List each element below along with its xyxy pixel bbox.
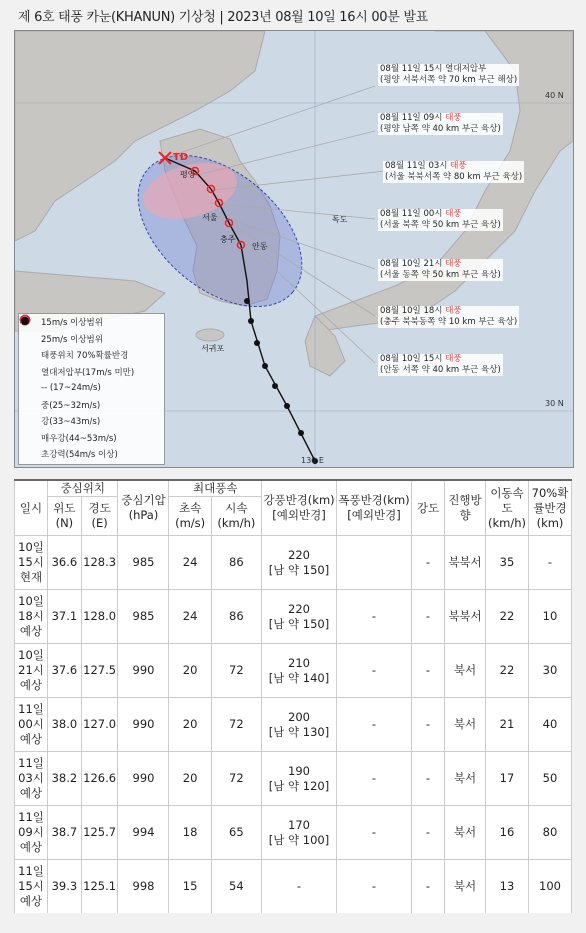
cell-lat: 37.6: [48, 644, 82, 698]
cell-pressure: 985: [118, 590, 169, 644]
cell-lat: 38.0: [48, 698, 82, 752]
wind25-range-icon: [23, 332, 37, 346]
header-speed: 이동속도(km/h): [486, 480, 529, 536]
cell-speed: 21: [486, 698, 529, 752]
cell-lon: 125.7: [81, 806, 118, 860]
strong-typhoon-icon: [23, 414, 37, 428]
header-pressure: 중심기압(hPa): [118, 480, 169, 536]
cell-ms: 24: [169, 536, 211, 590]
cell-prob: 80: [529, 806, 572, 860]
cell-kmh: 65: [211, 806, 261, 860]
super-strong-typhoon-icon: [23, 447, 37, 461]
gale-exception: [남 약 100]: [268, 832, 330, 847]
cell-intensity: -: [412, 806, 445, 860]
cell-gale: [262, 752, 337, 806]
header-center: 중심위치: [48, 480, 118, 497]
gale-exception: [남 약 120]: [268, 778, 330, 793]
cell-prob: 100: [529, 860, 572, 914]
pyongyang-label: 평양: [180, 170, 196, 179]
cell-lon: 125.1: [81, 860, 118, 914]
cell-gale: [262, 590, 337, 644]
cell-lon: 127.5: [81, 644, 118, 698]
annotation-0: 08월 11일 15시 열대저압부 (평양 서북서쪽 약 70 km 부근 해상): [380, 64, 518, 85]
cell-lat: 38.2: [48, 752, 82, 806]
medium-typhoon-icon: [23, 398, 37, 412]
seogwipo-label: 서귀포: [201, 344, 225, 353]
cell-storm: -: [337, 806, 412, 860]
cell-lon: 127.0: [81, 698, 118, 752]
cell-time: 11일09시예상: [15, 806, 48, 860]
cell-lat: 38.7: [48, 806, 82, 860]
very-strong-typhoon-icon: [23, 431, 37, 445]
gale-value: 220: [288, 547, 310, 562]
weak-typhoon-icon: [23, 381, 37, 395]
cell-direction: 북서: [445, 860, 486, 914]
cell-gale: [262, 698, 337, 752]
cell-storm: -: [337, 860, 412, 914]
cell-ms: 15: [169, 860, 211, 914]
gale-value: 190: [288, 763, 310, 778]
cell-ms: 18: [169, 806, 211, 860]
seoul-label: 서울: [202, 213, 218, 222]
lon130-label: 130 E: [301, 456, 324, 465]
cell-time: 10일21시예상: [15, 644, 48, 698]
cell-kmh: 86: [211, 590, 261, 644]
cell-gale: [262, 536, 337, 590]
cell-storm: -: [337, 644, 412, 698]
cell-storm: -: [337, 752, 412, 806]
cell-speed: 16: [486, 806, 529, 860]
gale-value: 170: [288, 817, 310, 832]
cell-speed: 17: [486, 752, 529, 806]
cell-direction: 북서: [445, 644, 486, 698]
annotation-5: 08월 10일 18시 태풍 (충주 북북동쪽 약 10 km 부근 육상): [380, 306, 518, 327]
gale-exception: [남 약 130]: [268, 724, 330, 739]
cell-time: 10일15시현재: [15, 536, 48, 590]
cell-prob: 30: [529, 644, 572, 698]
cell-pressure: 990: [118, 752, 169, 806]
gale-value: -: [296, 879, 302, 893]
cell-gale: [262, 806, 337, 860]
gale-exception: [남 약 150]: [268, 616, 330, 631]
gale-value: 220: [288, 601, 310, 616]
cell-kmh: 86: [211, 536, 261, 590]
annotation-3: 08월 11일 00시 태풍 (서울 북쪽 약 50 km 부근 육상): [380, 209, 501, 230]
cell-ms: 20: [169, 752, 211, 806]
cell-speed: 13: [486, 860, 529, 914]
cell-direction: 북서: [445, 698, 486, 752]
header-maxwind: 최대풍속: [169, 480, 262, 497]
header-ms: 초속(m/s): [169, 497, 211, 536]
cell-intensity: -: [412, 644, 445, 698]
header-lon: 경도(E): [81, 497, 118, 536]
cell-time: 10일18시예상: [15, 590, 48, 644]
cell-lat: 37.1: [48, 590, 82, 644]
cell-intensity: -: [412, 698, 445, 752]
lat40-label: 40 N: [545, 91, 564, 100]
cell-lon: 126.6: [81, 752, 118, 806]
header-lat: 위도(N): [48, 497, 82, 536]
cell-ms: 20: [169, 644, 211, 698]
cell-pressure: 998: [118, 860, 169, 914]
cell-ms: 24: [169, 590, 211, 644]
cell-speed: 35: [486, 536, 529, 590]
cell-kmh: 54: [211, 860, 261, 914]
cell-kmh: 72: [211, 698, 261, 752]
annotation-1: 08월 11일 09시 태풍 (평양 남쪽 약 40 km 부근 육상): [380, 113, 501, 134]
table-row: [15, 860, 572, 914]
cell-intensity: -: [412, 590, 445, 644]
header-intensity: 강도: [412, 480, 445, 536]
table-row: [15, 806, 572, 860]
cell-pressure: 985: [118, 536, 169, 590]
table-row: [15, 698, 572, 752]
cell-direction: 북북서: [445, 590, 486, 644]
jeju-island: [196, 329, 224, 341]
tropical-depression-icon: [23, 365, 37, 379]
cell-prob: 50: [529, 752, 572, 806]
typhoon-track-map[interactable]: [14, 30, 574, 468]
forecast-table: [14, 479, 572, 913]
header-prob: 70%확률반경(km): [529, 480, 572, 536]
cell-storm: -: [337, 590, 412, 644]
td-label: TD: [173, 152, 189, 163]
gale-exception: [남 약 140]: [268, 670, 330, 685]
header-gale: 강풍반경(km)[예외반경]: [262, 480, 337, 536]
cell-prob: 10: [529, 590, 572, 644]
dokdo-label: 독도: [332, 215, 348, 224]
cell-lat: 39.3: [48, 860, 82, 914]
cell-time: 11일03시예상: [15, 752, 48, 806]
cell-intensity: -: [412, 536, 445, 590]
cell-direction: 북서: [445, 752, 486, 806]
header-storm: 폭풍반경(km)[예외반경]: [337, 480, 412, 536]
cell-pressure: 994: [118, 806, 169, 860]
cell-direction: 북북서: [445, 536, 486, 590]
cell-intensity: -: [412, 752, 445, 806]
cell-pressure: 990: [118, 644, 169, 698]
cell-prob: 40: [529, 698, 572, 752]
gale-value: 200: [288, 709, 310, 724]
table-row: [15, 590, 572, 644]
cell-prob: -: [529, 536, 572, 590]
cell-time: 11일15시예상: [15, 860, 48, 914]
cell-time: 11일00시예상: [15, 698, 48, 752]
annotation-4: 08월 10일 21시 태풍 (서울 동쪽 약 50 km 부근 육상): [380, 259, 501, 280]
cell-storm: -: [337, 698, 412, 752]
cell-storm: [337, 536, 412, 590]
cell-kmh: 72: [211, 644, 261, 698]
cell-gale: [262, 644, 337, 698]
andong-label: 안동: [252, 242, 268, 251]
gale-exception: [남 약 150]: [268, 562, 330, 577]
table-row: [15, 644, 572, 698]
cell-gale: [262, 860, 337, 914]
page-title: 제 6호 태풍 카눈(KHANUN) 기상청 | 2023년 08월 10일 16시 00분 발표: [18, 10, 428, 25]
cell-lon: 128.0: [81, 590, 118, 644]
table-row: [15, 752, 572, 806]
header-kmh: 시속(km/h): [211, 497, 261, 536]
cell-lat: 36.6: [48, 536, 82, 590]
cell-speed: 22: [486, 644, 529, 698]
cell-ms: 20: [169, 698, 211, 752]
table-row: [15, 536, 572, 590]
annotation-6: 08월 10일 15시 태풍 (안동 서쪽 약 40 km 부근 육상): [380, 354, 501, 375]
cell-intensity: -: [412, 860, 445, 914]
map-legend: 15m/s 이상범위 25m/s 이상범위 태풍위치 70%확률반경 열대저압부(17m/s 미만) -- (17~24m/s) 중(25~32m/s) 강(33~43m/s) 매우강(44~53m/s) 초강력(54m/s 이상): [18, 313, 165, 465]
cell-speed: 22: [486, 590, 529, 644]
lat30-label: 30 N: [545, 399, 564, 408]
cell-pressure: 990: [118, 698, 169, 752]
chungju-label: 충주: [220, 235, 236, 244]
annotation-2: 08월 11일 03시 태풍 (서울 북북서쪽 약 80 km 부근 육상): [385, 161, 523, 182]
header-time: 일시: [15, 480, 48, 536]
gale-value: 210: [288, 655, 310, 670]
header-direction: 진행방향: [445, 480, 486, 536]
cell-lon: 128.3: [81, 536, 118, 590]
cell-kmh: 72: [211, 752, 261, 806]
probability-radius-icon: [23, 348, 37, 362]
cell-direction: 북서: [445, 806, 486, 860]
